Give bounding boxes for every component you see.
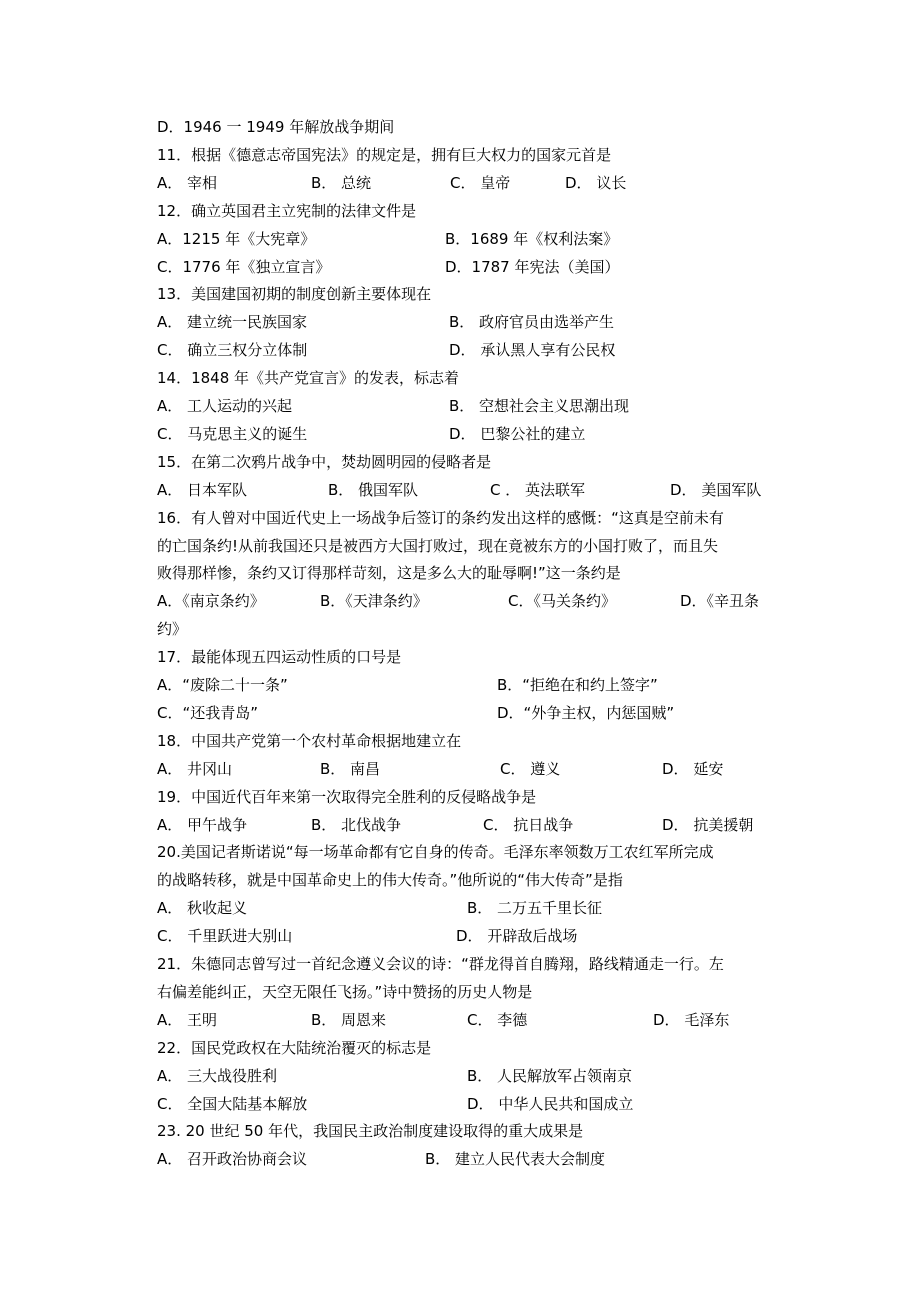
question-line: 21．朱德同志曾写过一首纪念遵义会议的诗：“群龙得首自腾翔，路线精通走一行。左 (157, 955, 724, 973)
answer-option: D． 延安 (662, 760, 724, 778)
answer-option: B． 政府官员由选举产生 (449, 313, 615, 331)
answer-option: A． 秋收起义 (157, 899, 248, 917)
question-line: 败得那样惨，条约又订得那样苛刻，这是多么大的耻辱啊!”这一条约是 (157, 564, 621, 582)
answer-option: B． 二万五千里长征 (467, 899, 603, 917)
question-line: 16．有人曾对中国近代史上一场战争后签订的条约发出这样的感慨：“这真是空前未有 (157, 509, 724, 527)
answer-option: D．“外争主权，内惩国贼” (497, 704, 675, 722)
question-line: 19．中国近代百年来第一次取得完全胜利的反侵略战争是 (157, 788, 537, 806)
answer-option: B． 南昌 (320, 760, 381, 778)
answer-option: C．《马关条约》 (508, 592, 616, 610)
answer-option: A． 宰相 (157, 174, 218, 192)
answer-option: B．1689 年《权利法案》 (445, 230, 619, 248)
answer-option: D． 美国军队 (670, 481, 762, 499)
answer-option: B．《天津条约》 (320, 592, 428, 610)
answer-option: C ． 英法联军 (490, 481, 586, 499)
answer-option: B． 人民解放军占领南京 (467, 1067, 633, 1085)
answer-option: D．1787 年宪法（美国） (445, 258, 620, 276)
question-line: 11．根据《德意志帝国宪法》的规定是，拥有巨大权力的国家元首是 (157, 146, 612, 164)
answer-option: A．1215 年《大宪章》 (157, 230, 316, 248)
answer-option: C． 千里跃进大别山 (157, 927, 293, 945)
answer-option: A． 召开政治协商会议 (157, 1150, 308, 1168)
question-line: 14．1848 年《共产党宣言》的发表，标志着 (157, 369, 460, 387)
answer-option: B． 建立人民代表大会制度 (425, 1150, 606, 1168)
answer-option: A． 建立统一民族国家 (157, 313, 308, 331)
answer-option: D． 中华人民共和国成立 (467, 1095, 634, 1113)
answer-option: B． 俄国军队 (328, 481, 419, 499)
question-line: 20.美国记者斯诺说“每一场革命都有它自身的传奇。毛泽东率领数万工农红军所完成 (157, 843, 714, 861)
answer-option: A． 王明 (157, 1011, 218, 1029)
answer-option: C． 抗日战争 (483, 816, 574, 834)
answer-option: C．1776 年《独立宣言》 (157, 258, 331, 276)
answer-option: B．“拒绝在和约上签字” (497, 676, 658, 694)
answer-option: D． 议长 (565, 174, 627, 192)
answer-option: B． 总统 (311, 174, 372, 192)
question-line: 17．最能体现五四运动性质的口号是 (157, 648, 402, 666)
question-line: 22．国民党政权在大陆统治覆灭的标志是 (157, 1039, 432, 1057)
answer-option: C． 马克思主义的诞生 (157, 425, 308, 443)
answer-option: C． 遵义 (500, 760, 561, 778)
answer-option: B． 空想社会主义思潮出现 (449, 397, 630, 415)
answer-option: A． 甲午战争 (157, 816, 248, 834)
question-line: 右偏差能纠正，天空无限任飞扬。”诗中赞扬的历史人物是 (157, 983, 533, 1001)
answer-option: A． 井冈山 (157, 760, 233, 778)
question-line: 18．中国共产党第一个农村革命根据地建立在 (157, 732, 462, 750)
answer-option: D． 毛泽东 (653, 1011, 730, 1029)
answer-option: C． 皇帝 (450, 174, 511, 192)
question-line: 13．美国建国初期的制度创新主要体现在 (157, 285, 432, 303)
answer-option: A． 三大战役胜利 (157, 1067, 278, 1085)
question-line: D．1946 一 1949 年解放战争期间 (157, 118, 395, 136)
answer-option: D．《辛丑条 (680, 592, 760, 610)
answer-option: D． 抗美援朝 (662, 816, 754, 834)
answer-option: C． 全国大陆基本解放 (157, 1095, 308, 1113)
question-line: 23. 20 世纪 50 年代，我国民主政治制度建设取得的重大成果是 (157, 1122, 584, 1140)
answer-option: D． 承认黑人享有公民权 (449, 341, 616, 359)
answer-option: A．“废除二十一条” (157, 676, 288, 694)
question-line: 15．在第二次鸦片战争中，焚劫圆明园的侵略者是 (157, 453, 492, 471)
question-line: 12．确立英国君主立宪制的法律文件是 (157, 202, 417, 220)
answer-option: A． 工人运动的兴起 (157, 397, 293, 415)
answer-option: A． 日本军队 (157, 481, 248, 499)
answer-option: A．《南京条约》 (157, 592, 265, 610)
question-line: 的战略转移，就是中国革命史上的伟大传奇。”他所说的“伟大传奇”是指 (157, 871, 623, 889)
answer-option: C． 李德 (467, 1011, 528, 1029)
answer-option: C． 确立三权分立体制 (157, 341, 308, 359)
question-line: 约》 (157, 620, 188, 638)
answer-option: C．“还我青岛” (157, 704, 259, 722)
answer-option: D． 巴黎公社的建立 (449, 425, 586, 443)
answer-option: D． 开辟敌后战场 (456, 927, 578, 945)
answer-option: B． 北伐战争 (311, 816, 402, 834)
answer-option: B． 周恩来 (311, 1011, 387, 1029)
question-line: 的亡国条约!从前我国还只是被西方大国打败过，现在竟被东方的小国打败了，而且失 (157, 537, 719, 555)
